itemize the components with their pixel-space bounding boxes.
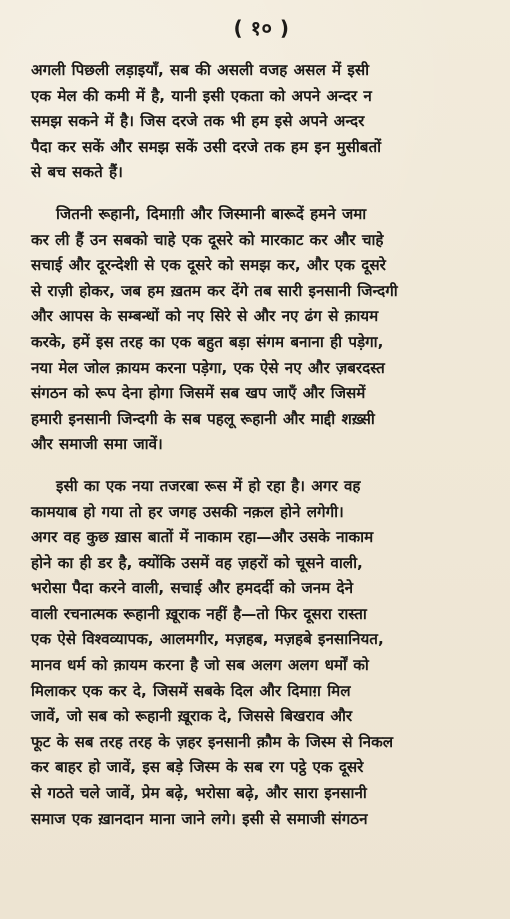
text-line: अगर वह कुछ ख़ास बातों में नाकाम रहा—और उसके नाकाम: [31, 528, 374, 547]
text-line: भरोसा पैदा करने वाली, सचाई और हमदर्दी को जनम देने: [31, 579, 354, 598]
text-line: और समाजी समा जावें।: [31, 435, 163, 454]
text-line: होने का ही डर है, क्योंकि उसमें वह ज़हरों को चूसने वाली,: [31, 553, 363, 572]
text-line: जावें, जो सब को रूहानी ख़ूराक दे, जिससे बिखराव और: [31, 707, 353, 726]
text-line: से बच सकते हैं।: [31, 163, 123, 182]
text-line: कर ली हैं उन सबको चाहे एक दूसरे को मारकाट कर और चाहे: [31, 230, 384, 249]
text-line: हमारी इनसानी जिन्दगी के सब पहलू रूहानी और माद्दी शख़्सी: [31, 409, 375, 428]
text-line: अगली पिछली लड़ाइयाँ, सब की असली वजह असल में इसी: [31, 61, 370, 79]
text-line: इसी का एक नया तजरबा रूस में हो रहा है। अगर वह: [56, 476, 361, 495]
paragraph-2: [31, 202, 492, 458]
text-line: कर बाहर हो जावें, इस बड़े जिस्म के सब रग पट्ठे एक दूसरे: [31, 758, 364, 777]
text-line: समाज एक ख़ानदान माना जाने लगे। इसी से समाजी संगठन: [31, 809, 368, 828]
text-line: संगठन को रूप देना होगा जिसमें सब खप जाएँ और जिसमें: [31, 384, 366, 403]
text-line: करके, हमें इस तरह का एक बहुत बड़ा संगम बनाना ही पड़ेगा,: [31, 332, 384, 351]
text-line: और आपस के सम्बन्धों को नए सिरे से और नए ढंग से क़ायम: [31, 307, 379, 326]
text-line: एक ऐसे विश्वव्यापक, आलमगीर, मज़हब, मज़हबे इनसानियत,: [31, 630, 384, 649]
text-line: मानव धर्म को क़ायम करना है जो सब अलग अलग धर्मों को: [31, 656, 369, 675]
text-line: मिलाकर एक कर दे, जिसमें सबके दिल और दिमाग़ मिल: [31, 681, 351, 700]
text-line: फूट के सब तरह तरह के ज़हर इनसानी क़ौम के जिस्म से निकल: [31, 732, 394, 751]
text-line: कामयाब हो गया तो हर जगह उसकी नक़ल होने लगेगी।: [31, 502, 344, 521]
paragraph-3: [31, 474, 492, 832]
page-number: ( १० ): [233, 16, 290, 40]
text-line: सचाई और दूरन्देशी से एक दूसरे को समझ कर, और एक दूसरे: [31, 256, 386, 275]
text-line: समझ सकने में है। जिस दरजे तक भी हम इसे अपने अन्दर: [31, 112, 365, 131]
text-line: नया मेल जोल क़ायम करना पड़ेगा, एक ऐसे नए और ज़बरदस्त: [31, 358, 385, 377]
text-line: जितनी रूहानी, दिमाग़ी और जिस्मानी बारूदें हमने जमा: [56, 204, 367, 223]
text-line: वाली रचनात्मक रूहानी ख़ूराक नहीं है—तो फिर दूसरा रास्ता: [31, 604, 367, 623]
paragraph-1: [31, 58, 492, 186]
text-line: से गठते चले जावें, प्रेम बढ़े, भरोसा बढ़े, और सारा इनसानी: [31, 784, 367, 803]
text-line: पैदा कर सकें और समझ सकें उसी दरजे तक हम इन मुसीबतों: [31, 137, 382, 156]
text-line: एक मेल की कमी में है, यानी इसी एकता को अपने अन्दर न: [31, 86, 372, 105]
text-line: से राज़ी होकर, जब हम ख़तम कर देंगे तब सारी इनसानी जिन्दगी: [31, 281, 398, 300]
